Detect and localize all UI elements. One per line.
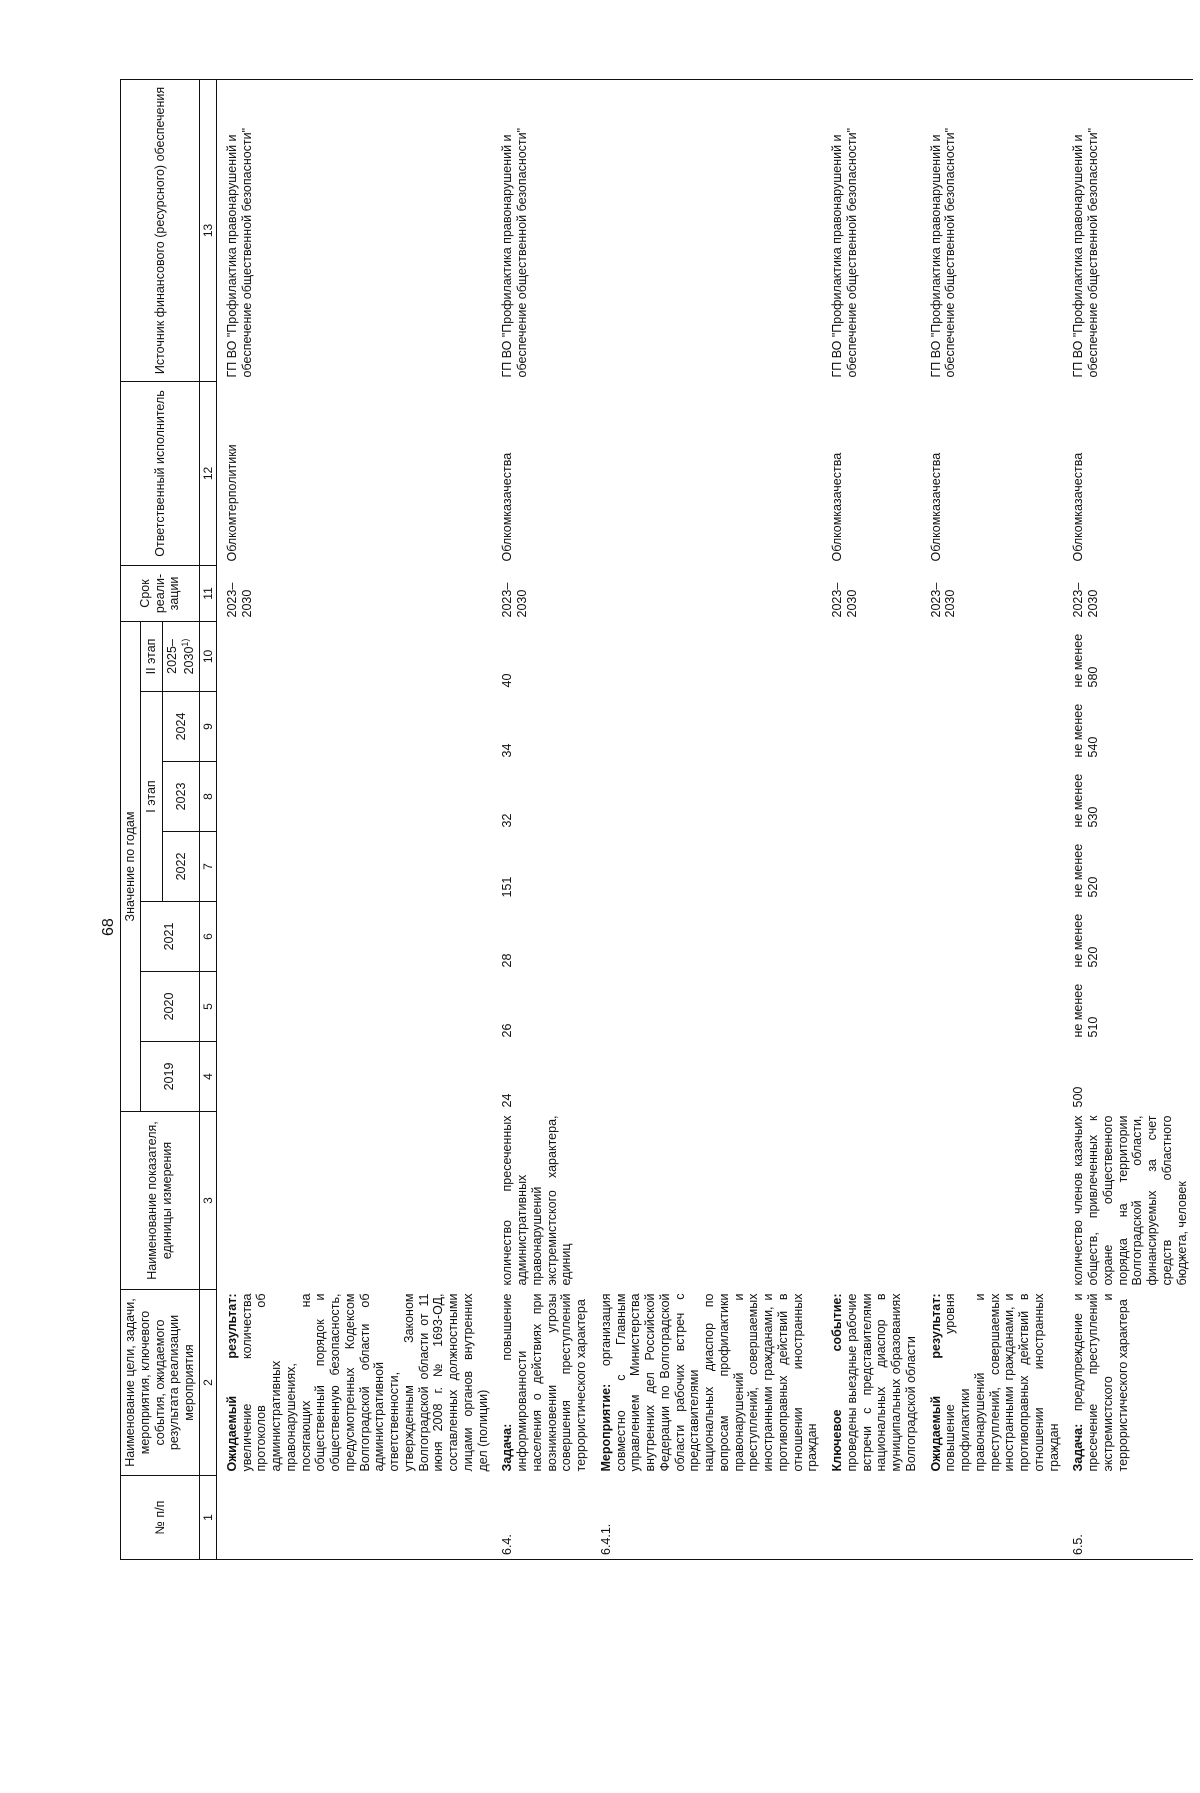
table-row [1063, 79, 1193, 1559]
row-text: увеличение количества протоколов об административных правонарушениях, посягающих на общественный порядок и общественную безопасность, предусмотренных Кодексом Волгоградской области об административной ответственности, утвержденным Законом Волгоградской области от 11 июня 2008 г. № 1693-ОД, составленных должностными лицами органов внутренних дел (полиции) [239, 1293, 490, 1472]
value-2023: не менее 530 [1071, 773, 1101, 828]
value-2020: 26 [500, 1023, 515, 1038]
value-2024 [591, 692, 822, 762]
row-label: Задача: [1071, 1423, 1086, 1472]
col-number: 7 [199, 832, 216, 902]
column-number-row [199, 79, 216, 1559]
row-executor: Облкомказачества [928, 452, 943, 562]
row-executor: Облкомказачества [1071, 452, 1086, 562]
row-executor [591, 381, 822, 565]
value-2021 [216, 902, 492, 972]
value-2022 [216, 832, 492, 902]
value-2019 [822, 1042, 921, 1112]
row-indicator [591, 1112, 822, 1290]
value-2021 [822, 902, 921, 972]
row-source: ГП ВО "Профилактика правонарушений и обеспечение общественной безопасности" [492, 79, 591, 381]
value-2020: не менее 510 [1071, 983, 1101, 1038]
row-executor: Облкомказачества [500, 452, 515, 562]
header-2019: 2019 [140, 1042, 199, 1112]
value-2023: 32 [500, 813, 515, 828]
table-row [591, 79, 822, 1559]
row-name [216, 1290, 492, 1476]
value-2025-2030: 40 [500, 673, 515, 688]
value-2022 [591, 832, 822, 902]
row-number [216, 1476, 492, 1560]
table-row [822, 79, 921, 1559]
header-2023: 2023 [163, 762, 200, 832]
row-source: ГП ВО "Профилактика правонарушений и обеспечение общественной безопасности" [822, 79, 921, 381]
row-label: Мероприятие: [598, 1383, 613, 1472]
value-2020 [822, 972, 921, 1042]
header-2022: 2022 [163, 832, 200, 902]
row-number: 6.5. [1063, 1476, 1193, 1560]
value-2024 [822, 692, 921, 762]
value-2023 [216, 762, 492, 832]
value-2024 [216, 692, 492, 762]
value-2021: 28 [500, 953, 515, 968]
value-2022: не менее 520 [1071, 843, 1101, 898]
value-2019: 500 [1071, 1086, 1086, 1108]
col-number: 4 [199, 1042, 216, 1112]
row-source: ГП ВО "Профилактика правонарушений и обеспечение общественной безопасности" [921, 79, 1064, 381]
value-2020 [216, 972, 492, 1042]
header-stage1: I этап [140, 692, 162, 902]
row-executor: Облкомтерполитики [224, 444, 239, 562]
row-number [822, 1476, 921, 1560]
value-2020 [591, 972, 822, 1042]
header-2025-label: 2025–2030 [165, 639, 196, 675]
header-num: № п/п [121, 1476, 200, 1560]
row-text: повышение информированности населения о действиях при возникновении угрозы совершения преступлений террористического характера [500, 1293, 589, 1472]
table-row [492, 79, 591, 1559]
header-2025 [163, 621, 200, 691]
value-2025-2030 [822, 621, 921, 691]
row-term [591, 565, 822, 621]
value-2021 [591, 902, 822, 972]
header-2021: 2021 [140, 902, 199, 972]
row-name [591, 1290, 822, 1476]
row-label: Ожидаемый результат: [928, 1293, 943, 1472]
row-term: 2023–2030 [500, 582, 530, 618]
value-2024: 34 [500, 743, 515, 758]
rotated-sheet [120, 80, 1189, 1560]
row-term: 2023–2030 [224, 582, 254, 618]
value-2022: 151 [500, 876, 515, 898]
page-number: 68 [100, 918, 117, 936]
col-number: 5 [199, 972, 216, 1042]
col-number: 12 [199, 381, 216, 565]
row-term: 2023–2030 [1071, 582, 1101, 618]
col-number: 1 [199, 1476, 216, 1560]
header-stage2: II этап [140, 621, 162, 691]
row-number: 6.4. [492, 1476, 591, 1560]
value-2024: не менее 540 [1071, 703, 1101, 758]
row-name [1063, 1290, 1193, 1476]
row-label: Ожидаемый результат: [224, 1293, 239, 1472]
col-number: 9 [199, 692, 216, 762]
col-number: 11 [199, 565, 216, 621]
value-2025-2030 [921, 621, 1064, 691]
row-text: предупреждение и пресечение преступлений экстремистского и террористического характера [1071, 1293, 1130, 1472]
row-name [921, 1290, 1064, 1476]
value-2025-2030 [216, 621, 492, 691]
value-2023 [822, 762, 921, 832]
row-text: повышение уровня профилактики правонарушений и преступлений, совершаемых иностранными гражданами, и противоправных действий в отношении иностранных граждан [943, 1293, 1061, 1472]
header-indicator: Наименование показателя, единицы измерения [121, 1112, 200, 1290]
row-indicator [822, 1112, 921, 1290]
table-row [921, 79, 1064, 1559]
header-2020: 2020 [140, 972, 199, 1042]
header-source: Источник финансового (ресурсного) обеспечения [121, 79, 200, 381]
row-term: 2023–2030 [830, 582, 859, 618]
col-number: 8 [199, 762, 216, 832]
row-executor: Облкомказачества [830, 452, 845, 562]
value-2025-2030: не менее 580 [1071, 633, 1101, 688]
header-term: Срок реали-зации [121, 565, 200, 621]
col-number: 2 [199, 1290, 216, 1476]
value-2021 [921, 902, 1064, 972]
program-table [120, 79, 1193, 1560]
row-source: ГП ВО "Профилактика правонарушений и обеспечение общественной безопасности" [216, 79, 492, 381]
row-indicator: количество членов казачьих обществ, привлеченных к охране общественного порядка на территории Волгоградской области, финансируемых за счет средств областного бюджета, человек [1071, 1115, 1189, 1286]
value-2019: 24 [500, 1093, 515, 1108]
row-text: организация совместно с Главным управлением Министерства внутренних дел Российской Федерации по Волгоградской области рабочих встреч с представителями национальных диаспор по вопросам профилактики правонарушений и преступлений, совершаемых иностранными гражданами, и противоправных действий в отношении иностранных граждан [598, 1293, 820, 1472]
header-2024: 2024 [163, 692, 200, 762]
value-2022 [822, 832, 921, 902]
value-2019 [216, 1042, 492, 1112]
value-2020 [921, 972, 1064, 1042]
header-values-group: Значение по годам [121, 621, 141, 1111]
row-number [921, 1476, 1064, 1560]
col-number: 13 [199, 79, 216, 381]
row-indicator: количество пресеченных административных правонарушений экстремистского характера, единиц [500, 1115, 574, 1286]
header-2025-footnote: 1) [179, 638, 190, 647]
row-indicator [921, 1112, 1064, 1290]
value-2024 [921, 692, 1064, 762]
col-number: 6 [199, 902, 216, 972]
row-term: 2023–2030 [928, 582, 958, 618]
value-2023 [591, 762, 822, 832]
row-number: 6.4.1. [591, 1476, 822, 1560]
row-indicator [216, 1112, 492, 1290]
table-header [121, 79, 217, 1559]
row-label: Задача: [500, 1423, 515, 1472]
table-body [216, 79, 1193, 1559]
row-source: ГП ВО "Профилактика правонарушений и обеспечение общественной безопасности" [1063, 79, 1193, 381]
row-label: Ключевое событие: [830, 1293, 845, 1472]
row-name [492, 1290, 591, 1476]
header-executor: Ответственный исполнитель [121, 381, 200, 565]
value-2021: не менее 520 [1071, 913, 1101, 968]
value-2025-2030 [591, 621, 822, 691]
col-number: 10 [199, 621, 216, 691]
header-name: Наименование цели, задачи, мероприятия, ключевого события, ожидаемого результата реализации мероприятия [121, 1290, 200, 1476]
col-number: 3 [199, 1112, 216, 1290]
value-2022 [921, 832, 1064, 902]
value-2019 [921, 1042, 1064, 1112]
value-2019 [591, 1042, 822, 1112]
row-name [822, 1290, 921, 1476]
row-text: проведены выездные рабочие встречи с представителями национальных диаспор в муниципальных образованиях Волгоградской области [844, 1293, 918, 1472]
value-2023 [921, 762, 1064, 832]
table-row [216, 79, 492, 1559]
row-source [591, 79, 822, 381]
